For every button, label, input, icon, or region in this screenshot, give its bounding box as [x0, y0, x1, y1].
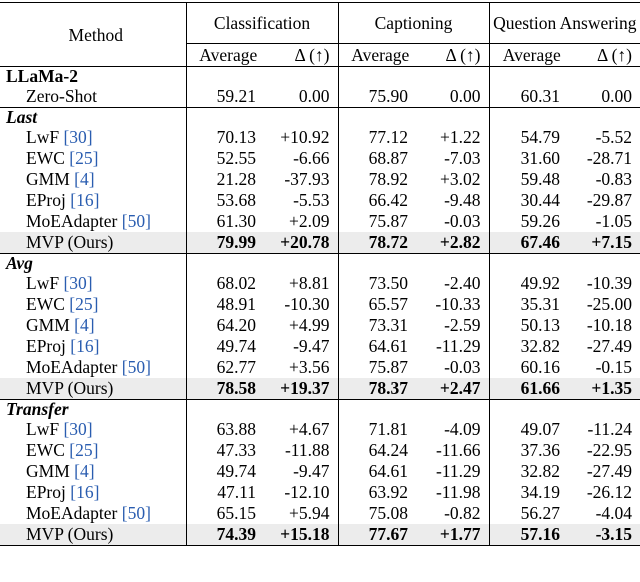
citation-link[interactable]: [4]: [74, 315, 95, 335]
table-cell: -2.59: [422, 315, 489, 336]
table-cell: 47.33: [216, 440, 256, 460]
method-name: MVP (Ours): [26, 232, 114, 252]
sub-header-average: Average: [338, 44, 422, 67]
section-spacer: [338, 67, 422, 87]
section-label: LLaMa-2: [0, 67, 186, 87]
table-row-ours: [0, 524, 640, 546]
method-name: EProj: [26, 190, 66, 210]
table-cell: 35.31: [520, 294, 561, 314]
method-name-cell: [0, 315, 186, 336]
table-cell: 77.12: [368, 127, 409, 147]
table-cell: -11.98: [422, 482, 489, 503]
method-name: LwF: [26, 419, 60, 439]
table-cell: 47.11: [217, 482, 256, 502]
table-cell: 59.26: [520, 211, 561, 231]
table-cell: 31.60: [520, 148, 561, 168]
citation-link[interactable]: [4]: [74, 461, 95, 481]
table-cell: 49.74: [216, 336, 256, 356]
table-cell: 0.00: [601, 86, 633, 106]
table-cell: 61.66: [489, 378, 574, 400]
table-row: [0, 169, 640, 190]
table-row-ours: [0, 378, 640, 400]
method-name-cell: [0, 357, 186, 378]
table-cell: +3.56: [270, 357, 338, 378]
table-cell: 50.13: [520, 315, 561, 335]
table-cell: 75.90: [368, 86, 409, 106]
table-cell: 78.37: [338, 378, 422, 400]
table-cell: 32.82: [520, 336, 561, 356]
table-cell: -10.18: [586, 315, 633, 335]
results-table: [0, 2, 640, 546]
table-cell: 60.31: [520, 86, 561, 106]
table-row-ours: [0, 232, 640, 254]
table-cell: -5.53: [270, 190, 338, 211]
table-cell: 77.67: [338, 524, 422, 546]
table-cell: +2.47: [422, 378, 489, 400]
section-spacer: [186, 108, 270, 128]
section-label: Avg: [0, 254, 186, 274]
table-row: [0, 336, 640, 357]
citation-link[interactable]: [25]: [69, 148, 99, 168]
table-cell: -26.12: [586, 482, 633, 502]
table-cell: 34.19: [520, 482, 561, 502]
table-cell: 63.88: [216, 419, 256, 439]
section-spacer: [338, 254, 422, 274]
method-name: MoEAdapter: [26, 211, 118, 231]
section-spacer: [489, 254, 574, 274]
section-spacer: [422, 108, 489, 128]
method-name-cell: [0, 294, 186, 315]
table-cell: 0.00: [422, 86, 489, 108]
section-spacer: [186, 67, 270, 87]
method-name-cell: [0, 440, 186, 461]
section-row-last: [0, 108, 640, 128]
table-row: [0, 315, 640, 336]
table-row: [0, 273, 640, 294]
table-row: [0, 211, 640, 232]
sub-header-average: Average: [186, 44, 270, 67]
table-cell: 75.08: [368, 503, 409, 523]
method-name: EWC: [26, 440, 65, 460]
section-spacer: [270, 67, 338, 87]
table-cell: 70.13: [216, 127, 256, 147]
section-spacer: [489, 67, 574, 87]
table-cell: 59.21: [216, 86, 256, 106]
section-spacer: [574, 400, 640, 420]
table-cell: -11.29: [422, 336, 489, 357]
table-cell: 71.81: [368, 419, 409, 439]
table-cell: 61.30: [216, 211, 256, 231]
section-spacer: [422, 67, 489, 87]
table-cell: +2.82: [422, 232, 489, 254]
table-cell: 62.77: [216, 357, 256, 377]
section-label: Transfer: [0, 400, 186, 420]
table-cell: 78.72: [338, 232, 422, 254]
table-cell: 49.92: [520, 273, 561, 293]
table-cell: 30.44: [520, 190, 561, 210]
method-name: EWC: [26, 148, 65, 168]
table-cell: -4.09: [422, 419, 489, 440]
section-row-transfer: [0, 400, 640, 420]
method-name: MoEAdapter: [26, 357, 118, 377]
table-cell: -9.48: [422, 190, 489, 211]
method-name: GMM: [26, 169, 70, 189]
section-spacer: [186, 254, 270, 274]
table-cell: 68.02: [216, 273, 256, 293]
table-cell: 64.24: [368, 440, 409, 460]
table-cell: 53.68: [216, 190, 256, 210]
table-cell: -11.66: [422, 440, 489, 461]
table-cell: 60.16: [520, 357, 561, 377]
table-cell: +1.77: [422, 524, 489, 546]
citation-link[interactable]: [16]: [70, 336, 100, 356]
method-name-cell: [0, 482, 186, 503]
table-cell: +3.02: [422, 169, 489, 190]
sub-header-average: Average: [489, 44, 574, 67]
method-name-cell: [0, 503, 186, 524]
table-cell: 78.92: [368, 169, 409, 189]
table-cell: 52.55: [216, 148, 256, 168]
section-spacer: [338, 400, 422, 420]
table-cell: +10.92: [270, 127, 338, 148]
section-spacer: [338, 108, 422, 128]
method-name-cell: [0, 461, 186, 482]
table-cell: +19.37: [270, 378, 338, 400]
citation-link[interactable]: [16]: [70, 482, 100, 502]
table-cell: 79.99: [186, 232, 270, 254]
section-spacer: [422, 254, 489, 274]
table-cell: -0.15: [595, 357, 633, 377]
table-cell: -9.47: [270, 461, 338, 482]
sub-header-delta: Δ (↑): [422, 44, 489, 67]
table-cell: 56.27: [520, 503, 561, 523]
table-cell: +1.22: [422, 127, 489, 148]
method-name-cell: [0, 232, 186, 254]
table-cell: 73.50: [368, 273, 409, 293]
table-cell: -7.03: [422, 148, 489, 169]
table-cell: 64.61: [368, 336, 409, 356]
method-name-cell: [0, 169, 186, 190]
table-cell: -10.39: [586, 273, 633, 293]
section-spacer: [186, 400, 270, 420]
section-spacer: [574, 67, 640, 87]
method-name: EProj: [26, 482, 66, 502]
table-cell: -0.83: [595, 169, 633, 189]
method-name: GMM: [26, 315, 70, 335]
table-cell: 49.74: [216, 461, 256, 481]
table-cell: -0.03: [422, 357, 489, 378]
table-cell: 78.58: [186, 378, 270, 400]
citation-link[interactable]: [25]: [69, 294, 99, 314]
table-cell: 49.07: [520, 419, 561, 439]
table-row: [0, 127, 640, 148]
section-spacer: [270, 108, 338, 128]
table-cell: -2.40: [422, 273, 489, 294]
table-cell: 66.42: [368, 190, 409, 210]
table-cell: -9.47: [270, 336, 338, 357]
table-cell: 57.16: [489, 524, 574, 546]
table-cell: 73.31: [368, 315, 409, 335]
table-row: [0, 440, 640, 461]
table-cell: -29.87: [586, 190, 633, 210]
baseline-model-row: [0, 67, 640, 87]
citation-link[interactable]: [30]: [63, 419, 93, 439]
method-name-cell: [0, 148, 186, 169]
table-cell: +4.67: [270, 419, 338, 440]
method-name: MVP (Ours): [26, 378, 114, 398]
table-cell: 67.46: [489, 232, 574, 254]
group-header-captioning: Captioning: [338, 3, 489, 44]
table-cell: -22.95: [586, 440, 633, 460]
method-name: MVP (Ours): [26, 524, 114, 544]
citation-link[interactable]: [50]: [121, 357, 151, 377]
method-name-cell: [0, 190, 186, 211]
method-name: GMM: [26, 461, 70, 481]
section-spacer: [489, 108, 574, 128]
method-name-cell: [0, 86, 186, 108]
method-name: LwF: [26, 127, 60, 147]
section-spacer: [270, 400, 338, 420]
table-cell: 54.79: [520, 127, 561, 147]
citation-link[interactable]: [50]: [121, 211, 151, 231]
method-name-cell: [0, 127, 186, 148]
table-cell: +1.35: [574, 378, 640, 400]
method-name: EWC: [26, 294, 65, 314]
section-row-avg: [0, 254, 640, 274]
table-cell: 21.28: [216, 169, 256, 189]
table-cell: -1.05: [595, 211, 633, 231]
method-name: EProj: [26, 336, 66, 356]
table-cell: 48.91: [216, 294, 256, 314]
section-spacer: [422, 400, 489, 420]
table-row: [0, 86, 640, 108]
table-cell: -0.82: [422, 503, 489, 524]
table-cell: -4.04: [595, 503, 633, 523]
method-name-cell: [0, 273, 186, 294]
table-body: [0, 67, 640, 546]
table-cell: -3.15: [574, 524, 640, 546]
table-cell: +4.99: [270, 315, 338, 336]
method-name: LwF: [26, 273, 60, 293]
citation-link[interactable]: [30]: [63, 127, 93, 147]
citation-link[interactable]: [50]: [121, 503, 151, 523]
table-cell: 37.36: [520, 440, 561, 460]
table-cell: 64.61: [368, 461, 409, 481]
table-cell: -27.49: [586, 461, 633, 481]
table-cell: 65.57: [368, 294, 409, 314]
citation-link[interactable]: [16]: [70, 190, 100, 210]
method-name-cell: [0, 211, 186, 232]
table-row: [0, 482, 640, 503]
table-cell: 75.87: [368, 357, 409, 377]
table-row: [0, 294, 640, 315]
citation-link[interactable]: [25]: [69, 440, 99, 460]
method-header: Method: [0, 3, 186, 67]
header-row-groups: [0, 3, 640, 44]
table-cell: -10.33: [422, 294, 489, 315]
table-cell: 32.82: [520, 461, 561, 481]
section-spacer: [574, 254, 640, 274]
table-cell: 63.92: [368, 482, 409, 502]
section-spacer: [574, 108, 640, 128]
table-cell: +5.94: [270, 503, 338, 524]
table-cell: +15.18: [270, 524, 338, 546]
table-cell: +2.09: [270, 211, 338, 232]
table-cell: -11.88: [270, 440, 338, 461]
group-header-question-answering: Question Answering: [489, 3, 640, 44]
table-cell: -25.00: [586, 294, 633, 314]
sub-header-delta: Δ (↑): [574, 44, 640, 67]
section-label: Last: [0, 108, 186, 128]
table-row: [0, 419, 640, 440]
method-name: Zero-Shot: [26, 86, 97, 106]
table-cell: -11.24: [587, 419, 633, 439]
table-cell: 65.15: [216, 503, 256, 523]
section-spacer: [489, 400, 574, 420]
method-name-cell: [0, 419, 186, 440]
group-header-classification: Classification: [186, 3, 338, 44]
table-cell: -27.49: [586, 336, 633, 356]
table-row: [0, 190, 640, 211]
method-name-cell: [0, 524, 186, 546]
table-row: [0, 461, 640, 482]
section-spacer: [270, 254, 338, 274]
table-cell: -37.93: [270, 169, 338, 190]
sub-header-delta: Δ (↑): [270, 44, 338, 67]
table-cell: 59.48: [520, 169, 561, 189]
table-cell: 0.00: [270, 86, 338, 108]
table-cell: -10.30: [270, 294, 338, 315]
table-cell: 75.87: [368, 211, 409, 231]
table-row: [0, 357, 640, 378]
table-cell: 64.20: [216, 315, 256, 335]
table-cell: -0.03: [422, 211, 489, 232]
table-cell: -6.66: [270, 148, 338, 169]
table-cell: +7.15: [574, 232, 640, 254]
table-cell: -28.71: [586, 148, 633, 168]
table-cell: -12.10: [270, 482, 338, 503]
table-cell: -5.52: [595, 127, 633, 147]
table-row: [0, 503, 640, 524]
method-name: MoEAdapter: [26, 503, 118, 523]
table-cell: -11.29: [422, 461, 489, 482]
citation-link[interactable]: [30]: [63, 273, 93, 293]
table-cell: +20.78: [270, 232, 338, 254]
table-cell: 74.39: [186, 524, 270, 546]
table-row: [0, 148, 640, 169]
table-cell: 68.87: [368, 148, 409, 168]
citation-link[interactable]: [4]: [74, 169, 95, 189]
method-name-cell: [0, 378, 186, 400]
table-cell: +8.81: [270, 273, 338, 294]
method-name-cell: [0, 336, 186, 357]
